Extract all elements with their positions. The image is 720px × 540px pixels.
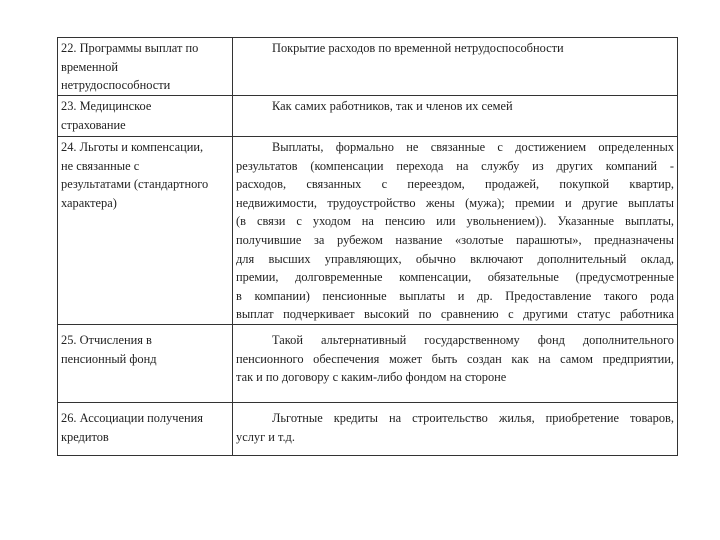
description-line: Выплаты, формально не связанные с достижением определенных: [272, 140, 674, 154]
description-line: услуг и т.д.: [236, 429, 295, 444]
description-line: Льготные кредиты на строительство жилья, приобретение товаров,: [272, 410, 674, 425]
row-description-cell: [233, 402, 678, 455]
description-line: (в связи с уходом на пенсию или увольнением)). Указанные выплаты,: [236, 214, 674, 229]
description-line: так и по договору с каким-либо фондом на стороне: [236, 370, 507, 385]
row-label-cell: [58, 137, 233, 325]
description-line: расходов, связанных с переездом, продажей, покупкой квартир,: [236, 177, 674, 192]
description-line: пенсионного обеспечения может быть создан как на самом предприятии,: [236, 351, 674, 366]
description-line: выплат подчеркивает высокий по сравнению с другими статус работника: [236, 307, 674, 322]
label-line: 24. Льготы и компенсации,: [61, 140, 204, 154]
label-line: кредитов: [61, 429, 109, 444]
label-line: не связанные с: [61, 158, 140, 173]
label-line: нетрудоспособности: [61, 78, 171, 93]
label-line: временной: [61, 59, 118, 74]
table-row: [58, 96, 678, 137]
description-line: Как самих работников, так и членов их семей: [272, 99, 513, 113]
description-line: в компании) пенсионные выплаты и др. Предоставление такого рода: [236, 288, 674, 303]
table-row: [58, 324, 678, 402]
row-label-cell: [58, 402, 233, 455]
label-line: 23. Медицинское: [61, 99, 152, 113]
row-description-cell: [233, 96, 678, 137]
description-line: премии, долговременные компенсации, обязательные (предусмотренные: [236, 270, 674, 285]
table-row: [58, 402, 678, 455]
label-line: результатами (стандартного: [61, 177, 209, 192]
table-row: [58, 38, 678, 96]
row-description-cell: [233, 38, 678, 96]
row-description-cell: [233, 324, 678, 402]
row-label-cell: [58, 96, 233, 137]
description-line: получившие за рубежом название «золотые парашюты», предназначены: [236, 232, 674, 247]
row-description-cell: [233, 137, 678, 325]
row-label-cell: [58, 324, 233, 402]
label-line: страхование: [61, 117, 126, 132]
label-line: 26. Ассоциации получения: [61, 410, 203, 425]
benefits-table: [57, 37, 678, 456]
table-row: [58, 137, 678, 325]
description-line: недвижимости, трудоустройство жены (мужа); премии и другие выплаты: [236, 195, 674, 210]
label-line: 22. Программы выплат по: [61, 41, 199, 55]
label-line: характера): [61, 195, 117, 210]
label-line: 25. Отчисления в: [61, 332, 152, 347]
description-line: результатов (компенсации перехода на службу из других компаний -: [236, 158, 674, 173]
description-line: Покрытие расходов по временной нетрудоспособности: [272, 41, 564, 55]
description-line: Такой альтернативный государственному фонд дополнительного: [272, 332, 674, 347]
label-line: пенсионный фонд: [61, 351, 157, 366]
row-label-cell: [58, 38, 233, 96]
description-line: для высших управляющих, обычно включают дополнительный оклад,: [236, 251, 674, 266]
